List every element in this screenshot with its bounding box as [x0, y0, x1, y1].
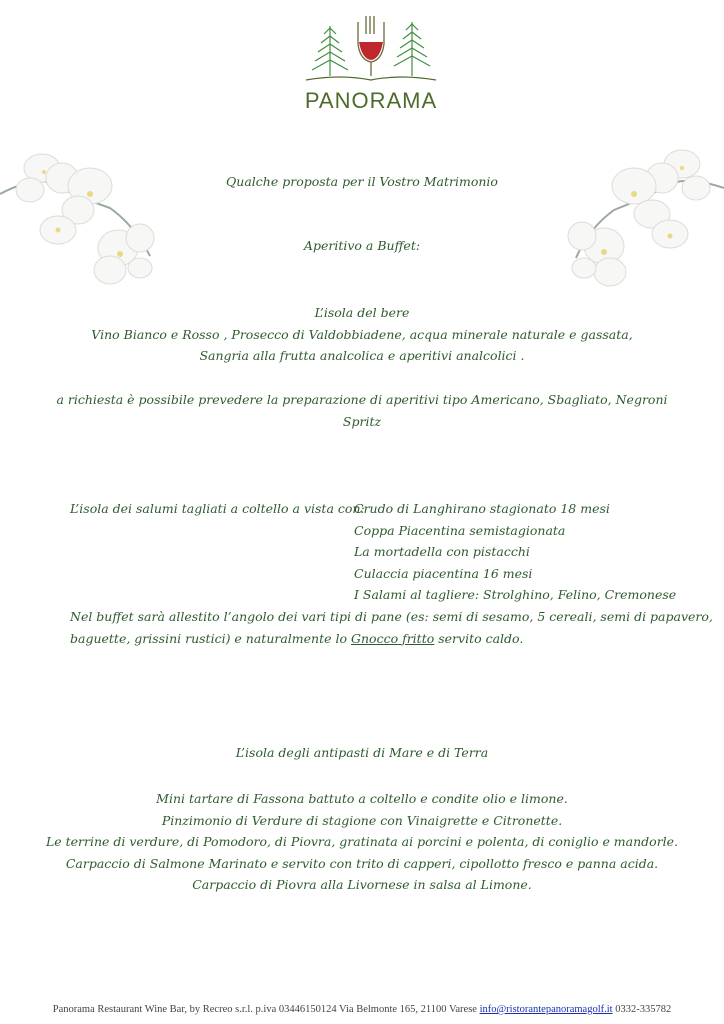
orchid-right-image: [554, 138, 724, 298]
aperitif-note: [40, 389, 684, 432]
aperitif-note-line: Spritz: [342, 413, 382, 429]
drinks-line: Sangria alla frutta analcolica e aperitivi analcolici .: [199, 348, 525, 363]
salumi-item: I Salami al tagliere: Strolghino, Felino, Cremonese: [354, 587, 677, 602]
drinks-section: [40, 302, 684, 367]
right-tree-icon: [394, 22, 430, 76]
orchid-left-image: [0, 138, 170, 298]
footer: [0, 1004, 724, 1015]
bread-note-line: [70, 628, 713, 650]
antipasti-item: Pinzimonio di Verdure di stagione con Vinaigrette e Citronette.: [161, 812, 563, 828]
gnocco-fritto-link[interactable]: Gnocco fritto: [351, 630, 435, 646]
antipasti-item: Carpaccio di Piovra alla Livornese in salsa al Limone.: [192, 877, 532, 892]
salumi-item: Crudo di Langhirano stagionato 18 mesi: [354, 501, 610, 516]
aperitivo-heading: Aperitivo a Buffet:: [303, 238, 421, 253]
drinks-line: Vino Bianco e Rosso , Prosecco di Valdobbiadene, acqua minerale naturale e gassata,: [91, 326, 633, 342]
footer-email-link[interactable]: info@ristorantepanoramagolf.it: [479, 1004, 613, 1015]
antipasti-heading: L’isola degli antipasti di Mare e di Terra: [235, 745, 489, 760]
hills-icon: [306, 77, 436, 80]
logo-text: PANORAMA: [304, 88, 438, 113]
salumi-item: Coppa Piacentina semistagionata: [354, 522, 566, 538]
drinks-heading: L’isola del bere: [314, 305, 410, 320]
bread-note-line: Nel buffet sarà allestito l’angolo dei vari tipi di pane (es: semi di sesamo, 5 cereali, semi di papavero,: [70, 609, 713, 624]
bread-note: [70, 606, 713, 649]
footer-text: Panorama Restaurant Wine Bar, by Recreo s.r.l. p.iva 03446150124 Via Belmonte 165, 21100 Varese: [52, 1004, 477, 1015]
salumi-list: [354, 498, 676, 606]
aperitif-note-line: a richiesta è possibile prevedere la preparazione di aperitivi tipo Americano, Sbagliato, Negroni: [56, 392, 668, 407]
antipasti-list: [40, 788, 684, 896]
antipasti-item: Carpaccio di Salmone Marinato e servito con trito di capperi, cipollotto fresco e panna acida.: [65, 855, 659, 871]
bread-note-text: servito caldo.: [438, 630, 524, 646]
antipasti-item: Le terrine di verdure, di Pomodoro, di Piovra, gratinata ai porcini e polenta, di coniglio e mandorle.: [45, 834, 679, 849]
bread-note-text: baguette, grissini rustici) e naturalmente lo: [70, 630, 348, 646]
salumi-item: Culaccia piacentina 16 mesi: [354, 565, 533, 581]
left-tree-icon: [312, 26, 348, 76]
proposal-title: Qualche proposta per il Vostro Matrimonio: [226, 174, 498, 189]
antipasti-item: Mini tartare di Fassona battuto a coltello e condite olio e limone.: [156, 791, 568, 806]
salumi-label: L’isola dei salumi tagliati a coltello a vista con:: [70, 501, 365, 516]
footer-phone: 0332-335782: [615, 1004, 672, 1015]
salumi-item: La mortadella con pistacchi: [354, 544, 530, 559]
